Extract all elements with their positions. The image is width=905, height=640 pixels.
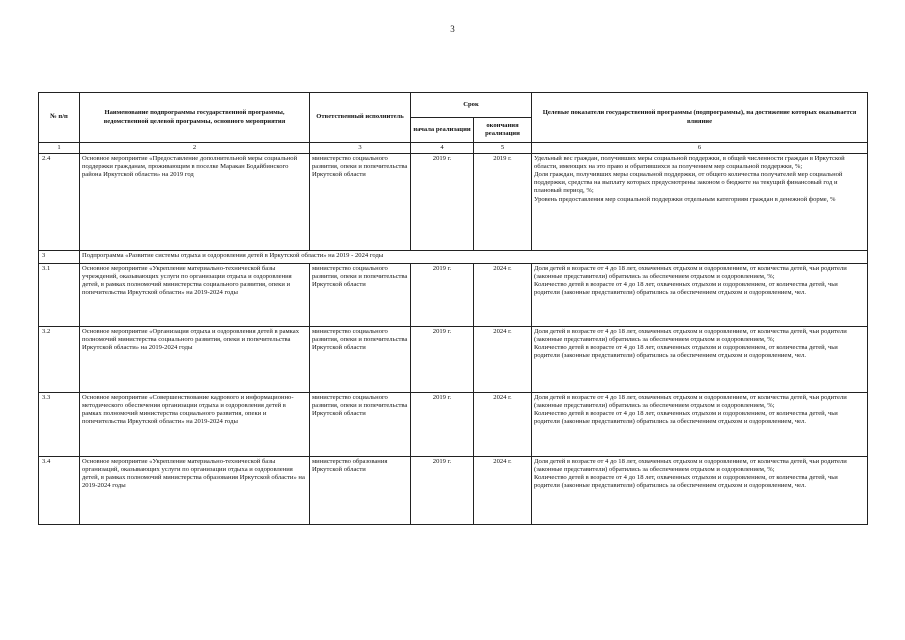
row-start: 2019 г. xyxy=(411,457,474,525)
row-executor: министерство социального развития, опеки и попечительства Иркутской области xyxy=(310,154,411,251)
row-number: 3.4 xyxy=(39,457,80,525)
indicator-text: Доля детей в возрасте от 4 до 18 лет, охваченных отдыхом и оздоровлением, от количества детей, чьи родители (законные представители) обратились за обеспечением отдыхом и оздоровлением, %; xyxy=(534,265,847,281)
table-row xyxy=(39,264,868,327)
table-row xyxy=(39,393,868,457)
table-row xyxy=(39,327,868,393)
row-number: 3.2 xyxy=(39,327,80,393)
indicator-text: Количество детей в возрасте от 4 до 18 лет, охваченных отдыхом и оздоровлением, от количества детей, чьи родители (законные представители) обратились за обеспечением отдыхом и оздоровлением, чел. xyxy=(534,474,838,490)
table-row xyxy=(39,154,868,251)
column-number: 4 xyxy=(411,143,474,154)
subprogram-number: 3 xyxy=(39,251,80,264)
program-table xyxy=(38,92,868,525)
column-number: 2 xyxy=(80,143,310,154)
row-end: 2024 г. xyxy=(474,327,532,393)
subprogram-row xyxy=(39,251,868,264)
row-executor: министерство социального развития, опеки и попечительства Иркутской области xyxy=(310,264,411,327)
row-name: Основное мероприятие «Укрепление материально-технической базы организаций, оказывающих услуги по организации отдыха и оздоровления детей, в рамках полномочий министерства образования Иркутской области» на 2019-2024 годы xyxy=(80,457,310,525)
row-indicators xyxy=(532,264,868,327)
header-name: Наименование подпрограммы государственной программы, ведомственной целевой программы, основного мероприятия xyxy=(80,93,310,143)
indicator-text: Доля детей в возрасте от 4 до 18 лет, охваченных отдыхом и оздоровлением, от количества детей, чьи родители (законные представители) обратились за обеспечением отдыхом и оздоровлением, %; xyxy=(534,328,847,344)
column-number: 3 xyxy=(310,143,411,154)
row-end: 2024 г. xyxy=(474,393,532,457)
row-end: 2019 г. xyxy=(474,154,532,251)
indicator-text: Доля граждан, получивших меры социальной поддержки, от общего количества получателей мер социальной поддержки, средства на выплату которых предусмотрены законом о бюджете на текущий финансовый год и плановый период, %; xyxy=(534,171,843,195)
table-row xyxy=(39,457,868,525)
page-number: 3 xyxy=(450,24,455,34)
row-name: Основное мероприятие «Организация отдыха и оздоровления детей в рамках полномочий министерства социального развития, опеки и попечительства Иркутской области» на 2019-2024 годы xyxy=(80,327,310,393)
row-executor: министерство социального развития, опеки и попечительства Иркутской области xyxy=(310,393,411,457)
row-indicators xyxy=(532,154,868,251)
row-indicators xyxy=(532,393,868,457)
row-number: 3.3 xyxy=(39,393,80,457)
header-executor: Ответственный исполнитель xyxy=(310,93,411,143)
row-number: 2.4 xyxy=(39,154,80,251)
indicator-text: Количество детей в возрасте от 4 до 18 лет, охваченных отдыхом и оздоровлением, от количества детей, чьи родители (законные представители) обратились за обеспечением отдыхом и оздоровлением, чел. xyxy=(534,344,838,360)
row-end: 2024 г. xyxy=(474,264,532,327)
row-indicators xyxy=(532,327,868,393)
header-indicators: Целевые показатели государственной программы (подпрограммы), на достижение которых оказывается влияние xyxy=(532,93,868,143)
row-start: 2019 г. xyxy=(411,264,474,327)
indicator-text: Количество детей в возрасте от 4 до 18 лет, охваченных отдыхом и оздоровлением, от количества детей, чьи родители (законные представители) обратились за обеспечением отдыхом и оздоровлением, чел. xyxy=(534,281,838,297)
indicator-text: Количество детей в возрасте от 4 до 18 лет, охваченных отдыхом и оздоровлением, от количества детей, чьи родители (законные представители) обратились за обеспечением отдыхом и оздоровлением, чел. xyxy=(534,410,838,426)
column-number: 1 xyxy=(39,143,80,154)
indicator-text: Доля детей в возрасте от 4 до 18 лет, охваченных отдыхом и оздоровлением, от количества детей, чьи родители (законные представители) обратились за обеспечением отдыхом и оздоровлением, %; xyxy=(534,394,847,410)
row-name: Основное мероприятие «Совершенствование кадрового и информационно-методического обеспечения организации отдыха и оздоровления детей в рамках полномочий министерства социального развития, опеки и попечительства Иркутской области» на 2019-2024 годы xyxy=(80,393,310,457)
row-start: 2019 г. xyxy=(411,154,474,251)
row-start: 2019 г. xyxy=(411,327,474,393)
indicator-text: Удельный вес граждан, получивших меры социальной поддержки, в общей численности граждан в Иркутской области, имеющих на это право и обратившихся за получением мер социальной поддержки, %; xyxy=(534,155,845,171)
column-number: 6 xyxy=(532,143,868,154)
indicator-text: Уровень предоставления мер социальной поддержки отдельным категориям граждан в денежной форме, % xyxy=(534,195,836,203)
column-number: 5 xyxy=(474,143,532,154)
row-executor: министерство образования Иркутской области xyxy=(310,457,411,525)
header-number: № п/п xyxy=(39,93,80,143)
row-name: Основное мероприятие «Укрепление материально-технической базы учреждений, оказывающих услуги по организации отдыха и оздоровления детей, в рамках полномочий министерства социального развития, опеки и попечительства Иркутской области» на 2019-2024 годы xyxy=(80,264,310,327)
row-number: 3.1 xyxy=(39,264,80,327)
column-numbers-row xyxy=(39,143,868,154)
subprogram-title: Подпрограмма «Развитие системы отдыха и оздоровления детей в Иркутской области» на 2019 - 2024 годы xyxy=(80,251,868,264)
indicator-text: Доля детей в возрасте от 4 до 18 лет, охваченных отдыхом и оздоровлением, от количества детей, чьи родители (законные представители) обратились за обеспечением отдыхом и оздоровлением, %; xyxy=(534,458,847,474)
row-executor: министерство социального развития, опеки и попечительства Иркутской области xyxy=(310,327,411,393)
row-start: 2019 г. xyxy=(411,393,474,457)
header-end: окончания реализации xyxy=(474,118,532,143)
header-term: Срок xyxy=(411,93,532,118)
row-end: 2024 г. xyxy=(474,457,532,525)
header-start: начала реализации xyxy=(411,118,474,143)
row-indicators xyxy=(532,457,868,525)
row-name: Основное мероприятие «Предоставление дополнительной меры социальной поддержки гражданам, проживающим в поселке Маракан Бодайбинского района Иркутской области» на 2019 год xyxy=(80,154,310,251)
